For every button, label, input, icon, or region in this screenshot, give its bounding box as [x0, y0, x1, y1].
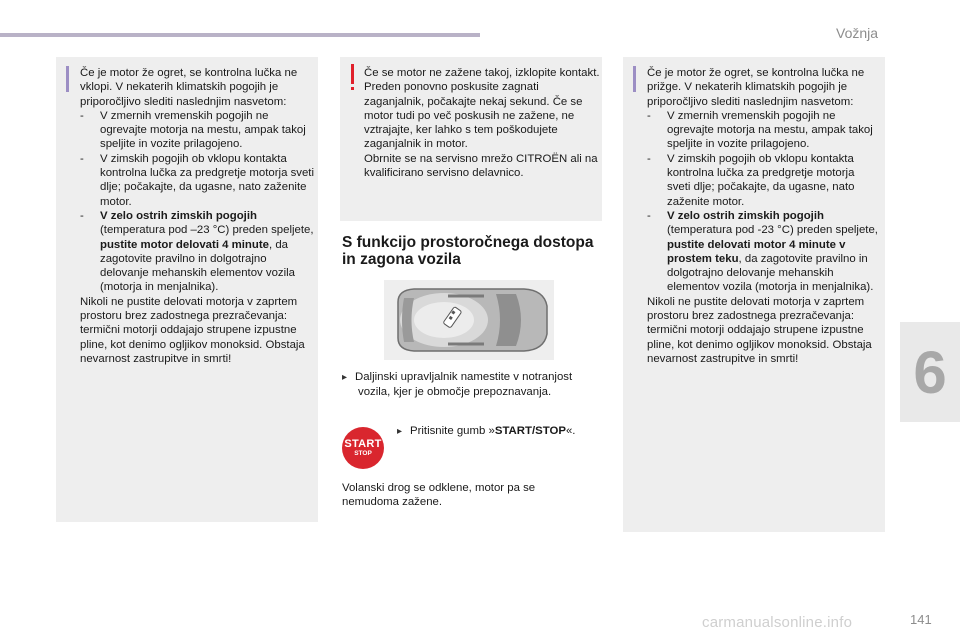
info-warning-text: Nikoli ne pustite delovati motorja v zaprtem prostoru brez zadostnega prezračevanja: termični motorji oddajajo strupene izpustne pline, kot denimo ogljikov monoksid. Obstaja nevarnost zastrupitve in smrti!	[647, 295, 872, 365]
info-text-right	[647, 66, 879, 366]
warning-text	[364, 66, 600, 180]
info-warning-text: Nikoli ne pustite delovati motorja v zaprtem prostoru brez zadostnega prezračevanja: termični motorji oddajajo strupene izpustne pline, kot denimo ogljikov monoksid. Obstaja nevarnost zastrupitve in smrti!	[80, 295, 305, 365]
triangle-bullet-icon: ▸	[397, 426, 403, 437]
info-intro: Če je motor že ogret, se kontrolna lučka ne prižge. V nekaterih klimatskih pogojih je priporočljivo slediti naslednjim nasvetom:	[647, 67, 865, 108]
info-intro: Če je motor že ogret, se kontrolna lučka ne vklopi. V nekaterih klimatskih pogojih je priporočljivo slediti naslednjim nasvetom:	[80, 67, 298, 108]
warning-icon	[351, 64, 354, 84]
info-icon	[66, 68, 69, 92]
list-item: - V zelo ostrih zimskih pogojih (temperatura pod -23 °C) preden speljete, pustite delovati motor 4 minute v prostem teku, da zagotovite pravilno in dolgotrajno delovanje mehanskih elementov vozila (motorja in menjalnika).	[647, 209, 878, 294]
steering-unlock-note: Volanski drog se odklene, motor pa se nemudoma zažene.	[342, 482, 536, 509]
triangle-bullet-icon: ▸	[342, 372, 348, 383]
instruction-press-start: ▸ Pritisnite gumb »START/STOP«.	[397, 424, 602, 439]
keyless-heading: S funkcijo prostoročnega dostopa in zagona vozila	[342, 234, 594, 268]
page-number: 141	[910, 612, 932, 627]
car-top-view-icon	[384, 280, 554, 360]
list-item: - V zmernih vremenskih pogojih ne ogrevajte motorja na mestu, ampak takoj speljite in vozite prilagojeno.	[647, 109, 873, 151]
list-item: - V zelo ostrih zimskih pogojih (temperatura pod –23 °C) preden speljete, pustite motor delovati 4 minute, da zagotovite pravilno in dolgotrajno delovanje mehanskih elementov vozila (motorja in menjalnika).	[80, 209, 314, 294]
list-item: - V zimskih pogojih ob vklopu kontakta kontrolna lučka za predgretje motorja sveti dlje; počakajte, da ugasne, nato zaženite motor.	[647, 152, 855, 208]
chapter-tab	[900, 322, 960, 422]
watermark: carmanualsonline.info	[702, 614, 853, 631]
list-item: - V zmernih vremenskih pogojih ne ogrevajte motorja na mestu, ampak takoj speljite in vozite prilagojeno.	[80, 109, 306, 151]
section-title: Vožnja	[836, 25, 879, 41]
chapter-number: 6	[913, 338, 947, 406]
car-illustration	[384, 280, 554, 360]
list-item: - V zimskih pogojih ob vklopu kontakta kontrolna lučka za predgretje motorja sveti dlje; počakajte, da ugasne, nato zaženite motor.	[80, 152, 314, 208]
warning-line: Obrnite se na servisno mrežo CITROËN ali na kvalificirano servisno delavnico.	[364, 152, 598, 180]
warning-line: Če se motor ne zažene takoj, izklopite kontakt.	[364, 67, 600, 79]
instruction-place-key: ▸ Daljinski upravljalnik namestite v notranjost vozila, kjer je območje prepoznavanja.	[342, 371, 573, 399]
info-icon	[633, 68, 636, 92]
warning-line: Preden ponovno poskusite zagnati zaganjalnik, počakajte nekaj sekund. Če se motor tudi po več poskusih ne zažene, ne vztrajajte, ker lahko s tem poškodujete zaganjalnik in motor.	[364, 81, 583, 151]
header-rule	[0, 33, 480, 37]
info-text-left	[80, 66, 316, 366]
start-stop-button-icon: START STOP	[342, 427, 384, 469]
